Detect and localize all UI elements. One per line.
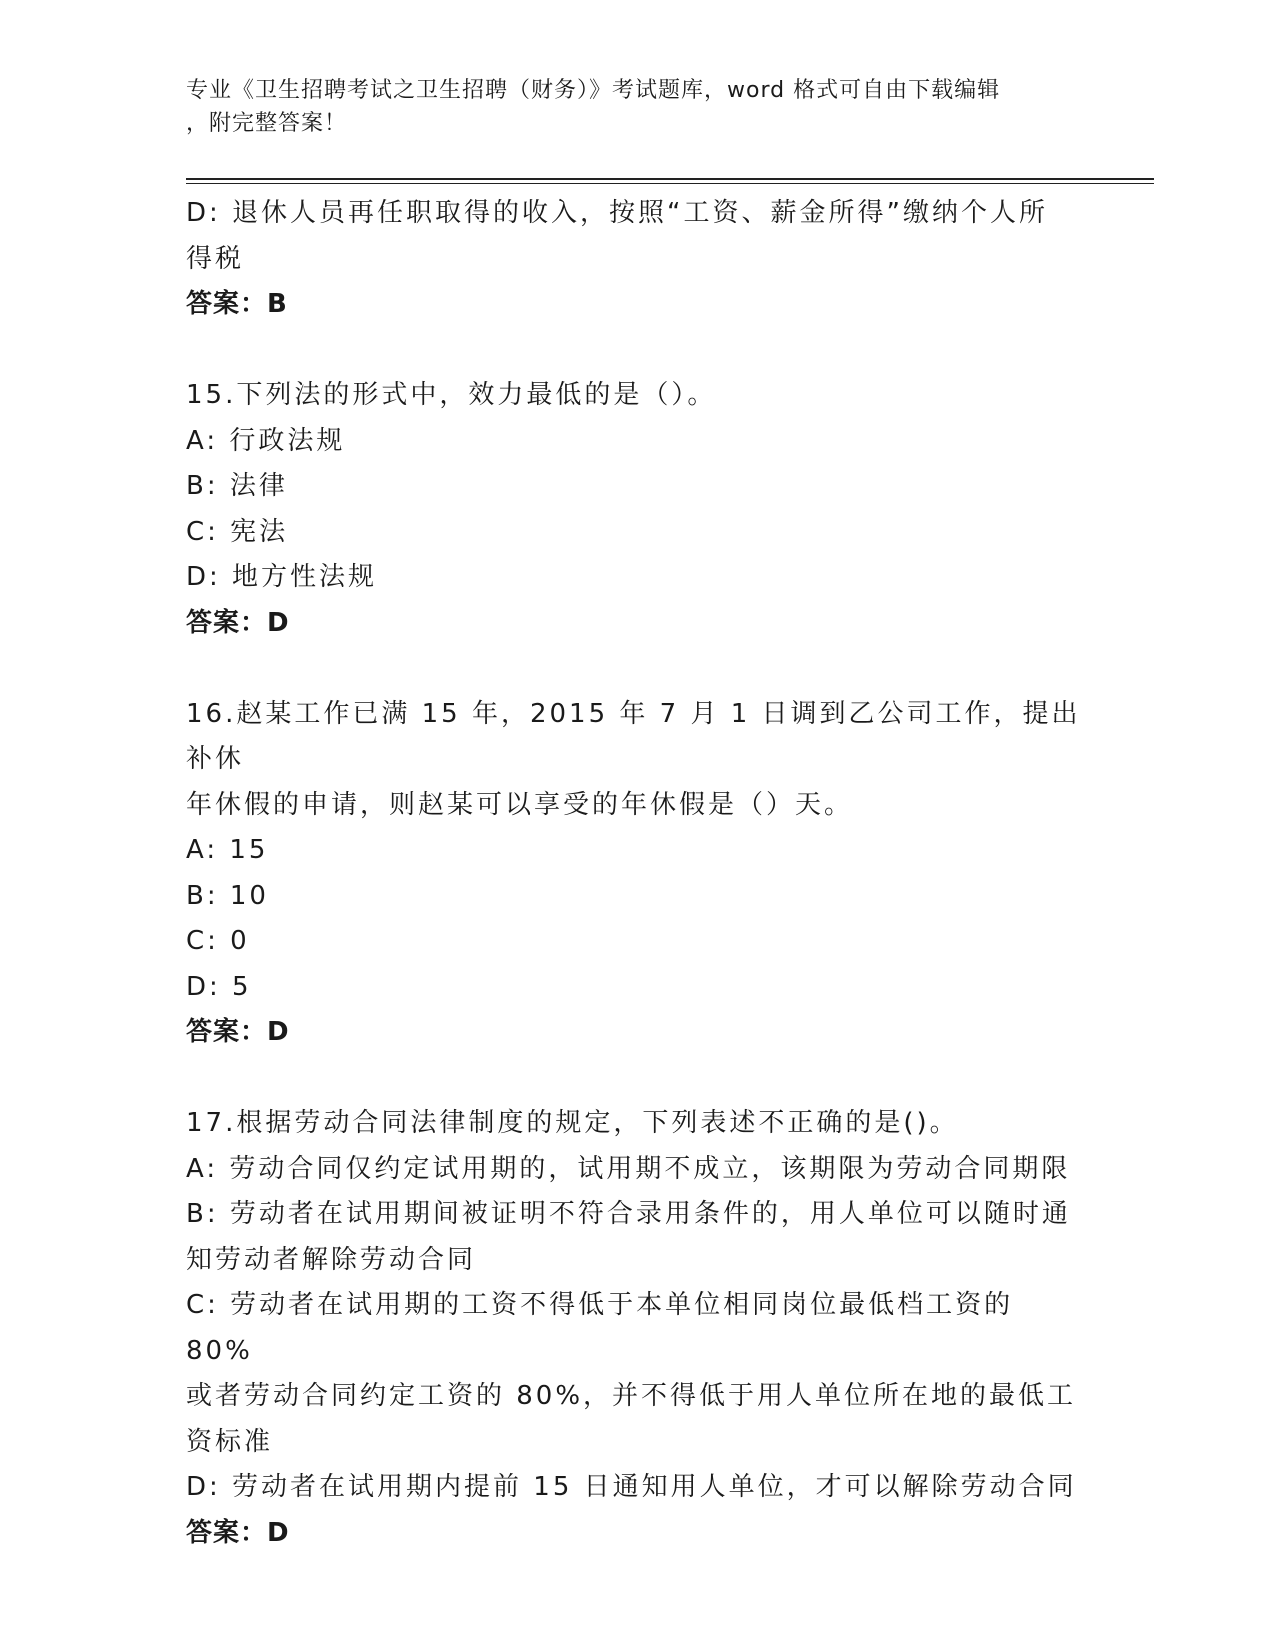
option-d: D: 退休人员再任职取得的收入，按照“工资、薪金所得”缴纳个人所 [186, 198, 1048, 228]
option-d: D: 劳动者在试用期内提前 15 日通知用人单位，才可以解除劳动合同 [186, 1472, 1077, 1502]
option-a: A: 劳动合同仅约定试用期的，试用期不成立，该期限为劳动合同期限 [186, 1153, 1071, 1184]
question-stem: 17.根据劳动合同法律制度的规定，下列表述不正确的是()。 [186, 1108, 959, 1138]
option-d-continued: 得税 [186, 243, 245, 274]
spacer [186, 1056, 1086, 1102]
header-rule-thick [186, 178, 1154, 180]
header-line-1: 专业《卫生招聘考试之卫生招聘（财务）》考试题库，word 格式可自由下载编辑 [186, 78, 1001, 103]
option-b: B: 法律 [186, 471, 288, 501]
option-a: A: 15 [186, 835, 269, 865]
document-body [186, 191, 1086, 1556]
question-stem: 15.下列法的形式中，效力最低的是（）。 [186, 380, 717, 410]
header-line-2: ，附完整答案！ [186, 111, 348, 136]
header-rule-thin [186, 183, 1154, 184]
option-c-continued: 或者劳动合同约定工资的 80%，并不得低于用人单位所在地的最低工 [186, 1381, 1077, 1411]
question-17 [186, 1101, 1086, 1556]
spacer [186, 328, 1086, 374]
previous-question-tail [186, 191, 1086, 328]
question-15 [186, 373, 1086, 646]
question-16 [186, 692, 1086, 1056]
option-a: A: 行政法规 [186, 425, 346, 456]
option-d: D: 地方性法规 [186, 562, 378, 592]
option-c-continued: 资标准 [186, 1426, 274, 1457]
question-stem: 16.赵某工作已满 15 年，2015 年 7 月 1 日调到乙公司工作，提出补休 [186, 698, 1081, 774]
option-c: C: 宪法 [186, 516, 289, 547]
answer-label: 答案：D [186, 1517, 290, 1548]
question-stem-continued: 年休假的申请，则赵某可以享受的年休假是（）天。 [186, 789, 854, 820]
spacer [186, 646, 1086, 692]
answer-label: 答案：B [186, 289, 288, 319]
page-header [186, 74, 1086, 140]
option-b: B: 10 [186, 880, 269, 911]
option-b-continued: 知劳动者解除劳动合同 [186, 1244, 477, 1275]
option-b: B: 劳动者在试用期间被证明不符合录用条件的，用人单位可以随时通 [186, 1199, 1071, 1229]
answer-label: 答案：D [186, 607, 290, 638]
option-c: C: 劳动者在试用期的工资不得低于本单位相同岗位最低档工资的 80% [186, 1290, 1025, 1366]
answer-label: 答案：D [186, 1017, 290, 1047]
option-c: C: 0 [186, 926, 250, 956]
option-d: D: 5 [186, 971, 252, 1002]
